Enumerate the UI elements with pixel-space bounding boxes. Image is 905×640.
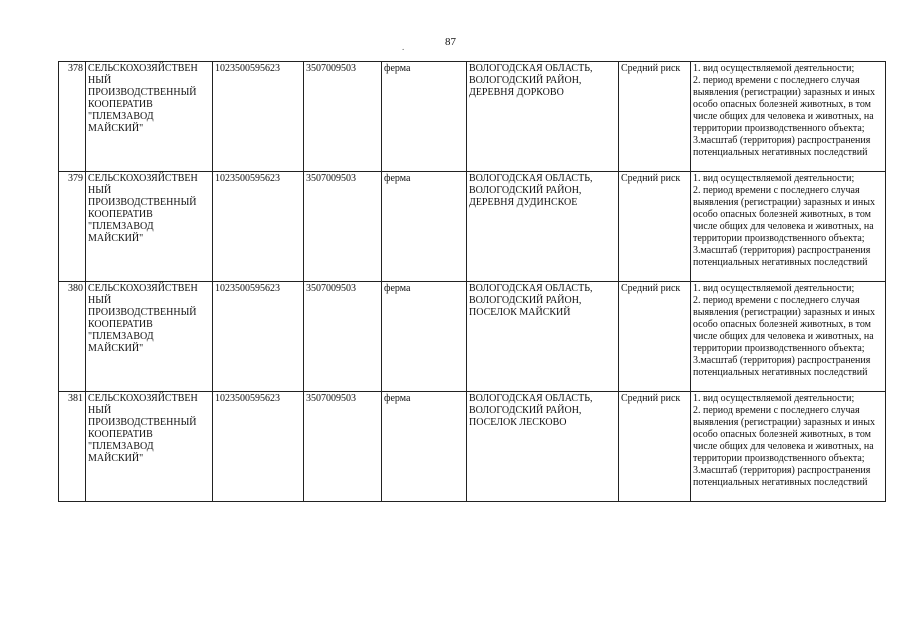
table-row bbox=[59, 282, 886, 392]
row-number: 378 bbox=[59, 62, 86, 172]
criteria-cell bbox=[691, 282, 886, 392]
address-cell: ВОЛОГОДСКАЯ ОБЛАСТЬ, ВОЛОГОДСКИЙ РАЙОН, ПОСЕЛОК ЛЕСКОВО bbox=[467, 392, 619, 502]
criteria-item: 1. вид осуществляемой деятельности; bbox=[693, 283, 855, 294]
address-cell: ВОЛОГОДСКАЯ ОБЛАСТЬ, ВОЛОГОДСКИЙ РАЙОН, ПОСЕЛОК МАЙСКИЙ bbox=[467, 282, 619, 392]
ogrn-cell: 1023500595623 bbox=[213, 282, 304, 392]
table-row bbox=[59, 172, 886, 282]
page-number: 87 bbox=[445, 36, 456, 48]
organization-name: СЕЛЬСКОХОЗЯЙСТВЕН НЫЙ ПРОИЗВОДСТВЕННЫЙ КООПЕРАТИВ "ПЛЕМЗАВОД МАЙСКИЙ" bbox=[86, 282, 213, 392]
organization-name: СЕЛЬСКОХОЗЯЙСТВЕН НЫЙ ПРОИЗВОДСТВЕННЫЙ КООПЕРАТИВ "ПЛЕМЗАВОД МАЙСКИЙ" bbox=[86, 172, 213, 282]
ogrn-cell: 1023500595623 bbox=[213, 172, 304, 282]
table-row bbox=[59, 392, 886, 502]
registry-table bbox=[58, 61, 886, 502]
scan-mark: . bbox=[402, 42, 405, 52]
criteria-cell bbox=[691, 172, 886, 282]
object-type-cell: ферма bbox=[382, 392, 467, 502]
risk-category-cell: Средний риск bbox=[619, 172, 691, 282]
risk-category-cell: Средний риск bbox=[619, 62, 691, 172]
risk-category-cell: Средний риск bbox=[619, 282, 691, 392]
inn-cell: 3507009503 bbox=[304, 62, 382, 172]
organization-name: СЕЛЬСКОХОЗЯЙСТВЕН НЫЙ ПРОИЗВОДСТВЕННЫЙ КООПЕРАТИВ "ПЛЕМЗАВОД МАЙСКИЙ" bbox=[86, 392, 213, 502]
object-type-cell: ферма bbox=[382, 62, 467, 172]
criteria-item: 2. период времени с последнего случая выявления (регистрации) заразных и иных особо опасных болезней животных, в том числе общих для человека и животных, на территории производственного объекта; bbox=[693, 295, 875, 354]
criteria-item: 1. вид осуществляемой деятельности; bbox=[693, 393, 855, 404]
table-row bbox=[59, 62, 886, 172]
criteria-cell bbox=[691, 392, 886, 502]
risk-category-cell: Средний риск bbox=[619, 392, 691, 502]
ogrn-cell: 1023500595623 bbox=[213, 62, 304, 172]
organization-name: СЕЛЬСКОХОЗЯЙСТВЕН НЫЙ ПРОИЗВОДСТВЕННЫЙ КООПЕРАТИВ "ПЛЕМЗАВОД МАЙСКИЙ" bbox=[86, 62, 213, 172]
criteria-item: 3.масштаб (территория) распространения потенциальных негативных последствий bbox=[693, 355, 871, 378]
criteria-cell bbox=[691, 62, 886, 172]
criteria-item: 2. период времени с последнего случая выявления (регистрации) заразных и иных особо опасных болезней животных, в том числе общих для человека и животных, на территории производственного объекта; bbox=[693, 405, 875, 464]
row-number: 380 bbox=[59, 282, 86, 392]
ogrn-cell: 1023500595623 bbox=[213, 392, 304, 502]
criteria-item: 3.масштаб (территория) распространения потенциальных негативных последствий bbox=[693, 135, 871, 158]
row-number: 379 bbox=[59, 172, 86, 282]
criteria-item: 1. вид осуществляемой деятельности; bbox=[693, 173, 855, 184]
criteria-item: 2. период времени с последнего случая выявления (регистрации) заразных и иных особо опасных болезней животных, в том числе общих для человека и животных, на территории производственного объекта; bbox=[693, 185, 875, 244]
inn-cell: 3507009503 bbox=[304, 282, 382, 392]
criteria-item: 1. вид осуществляемой деятельности; bbox=[693, 63, 855, 74]
object-type-cell: ферма bbox=[382, 282, 467, 392]
address-cell: ВОЛОГОДСКАЯ ОБЛАСТЬ, ВОЛОГОДСКИЙ РАЙОН, ДЕРЕВНЯ ДУДИНСКОЕ bbox=[467, 172, 619, 282]
object-type-cell: ферма bbox=[382, 172, 467, 282]
row-number: 381 bbox=[59, 392, 86, 502]
inn-cell: 3507009503 bbox=[304, 392, 382, 502]
address-cell: ВОЛОГОДСКАЯ ОБЛАСТЬ, ВОЛОГОДСКИЙ РАЙОН, ДЕРЕВНЯ ДОРКОВО bbox=[467, 62, 619, 172]
inn-cell: 3507009503 bbox=[304, 172, 382, 282]
criteria-item: 3.масштаб (территория) распространения потенциальных негативных последствий bbox=[693, 245, 871, 268]
criteria-item: 3.масштаб (территория) распространения потенциальных негативных последствий bbox=[693, 465, 871, 488]
criteria-item: 2. период времени с последнего случая выявления (регистрации) заразных и иных особо опасных болезней животных, в том числе общих для человека и животных, на территории производственного объекта; bbox=[693, 75, 875, 134]
